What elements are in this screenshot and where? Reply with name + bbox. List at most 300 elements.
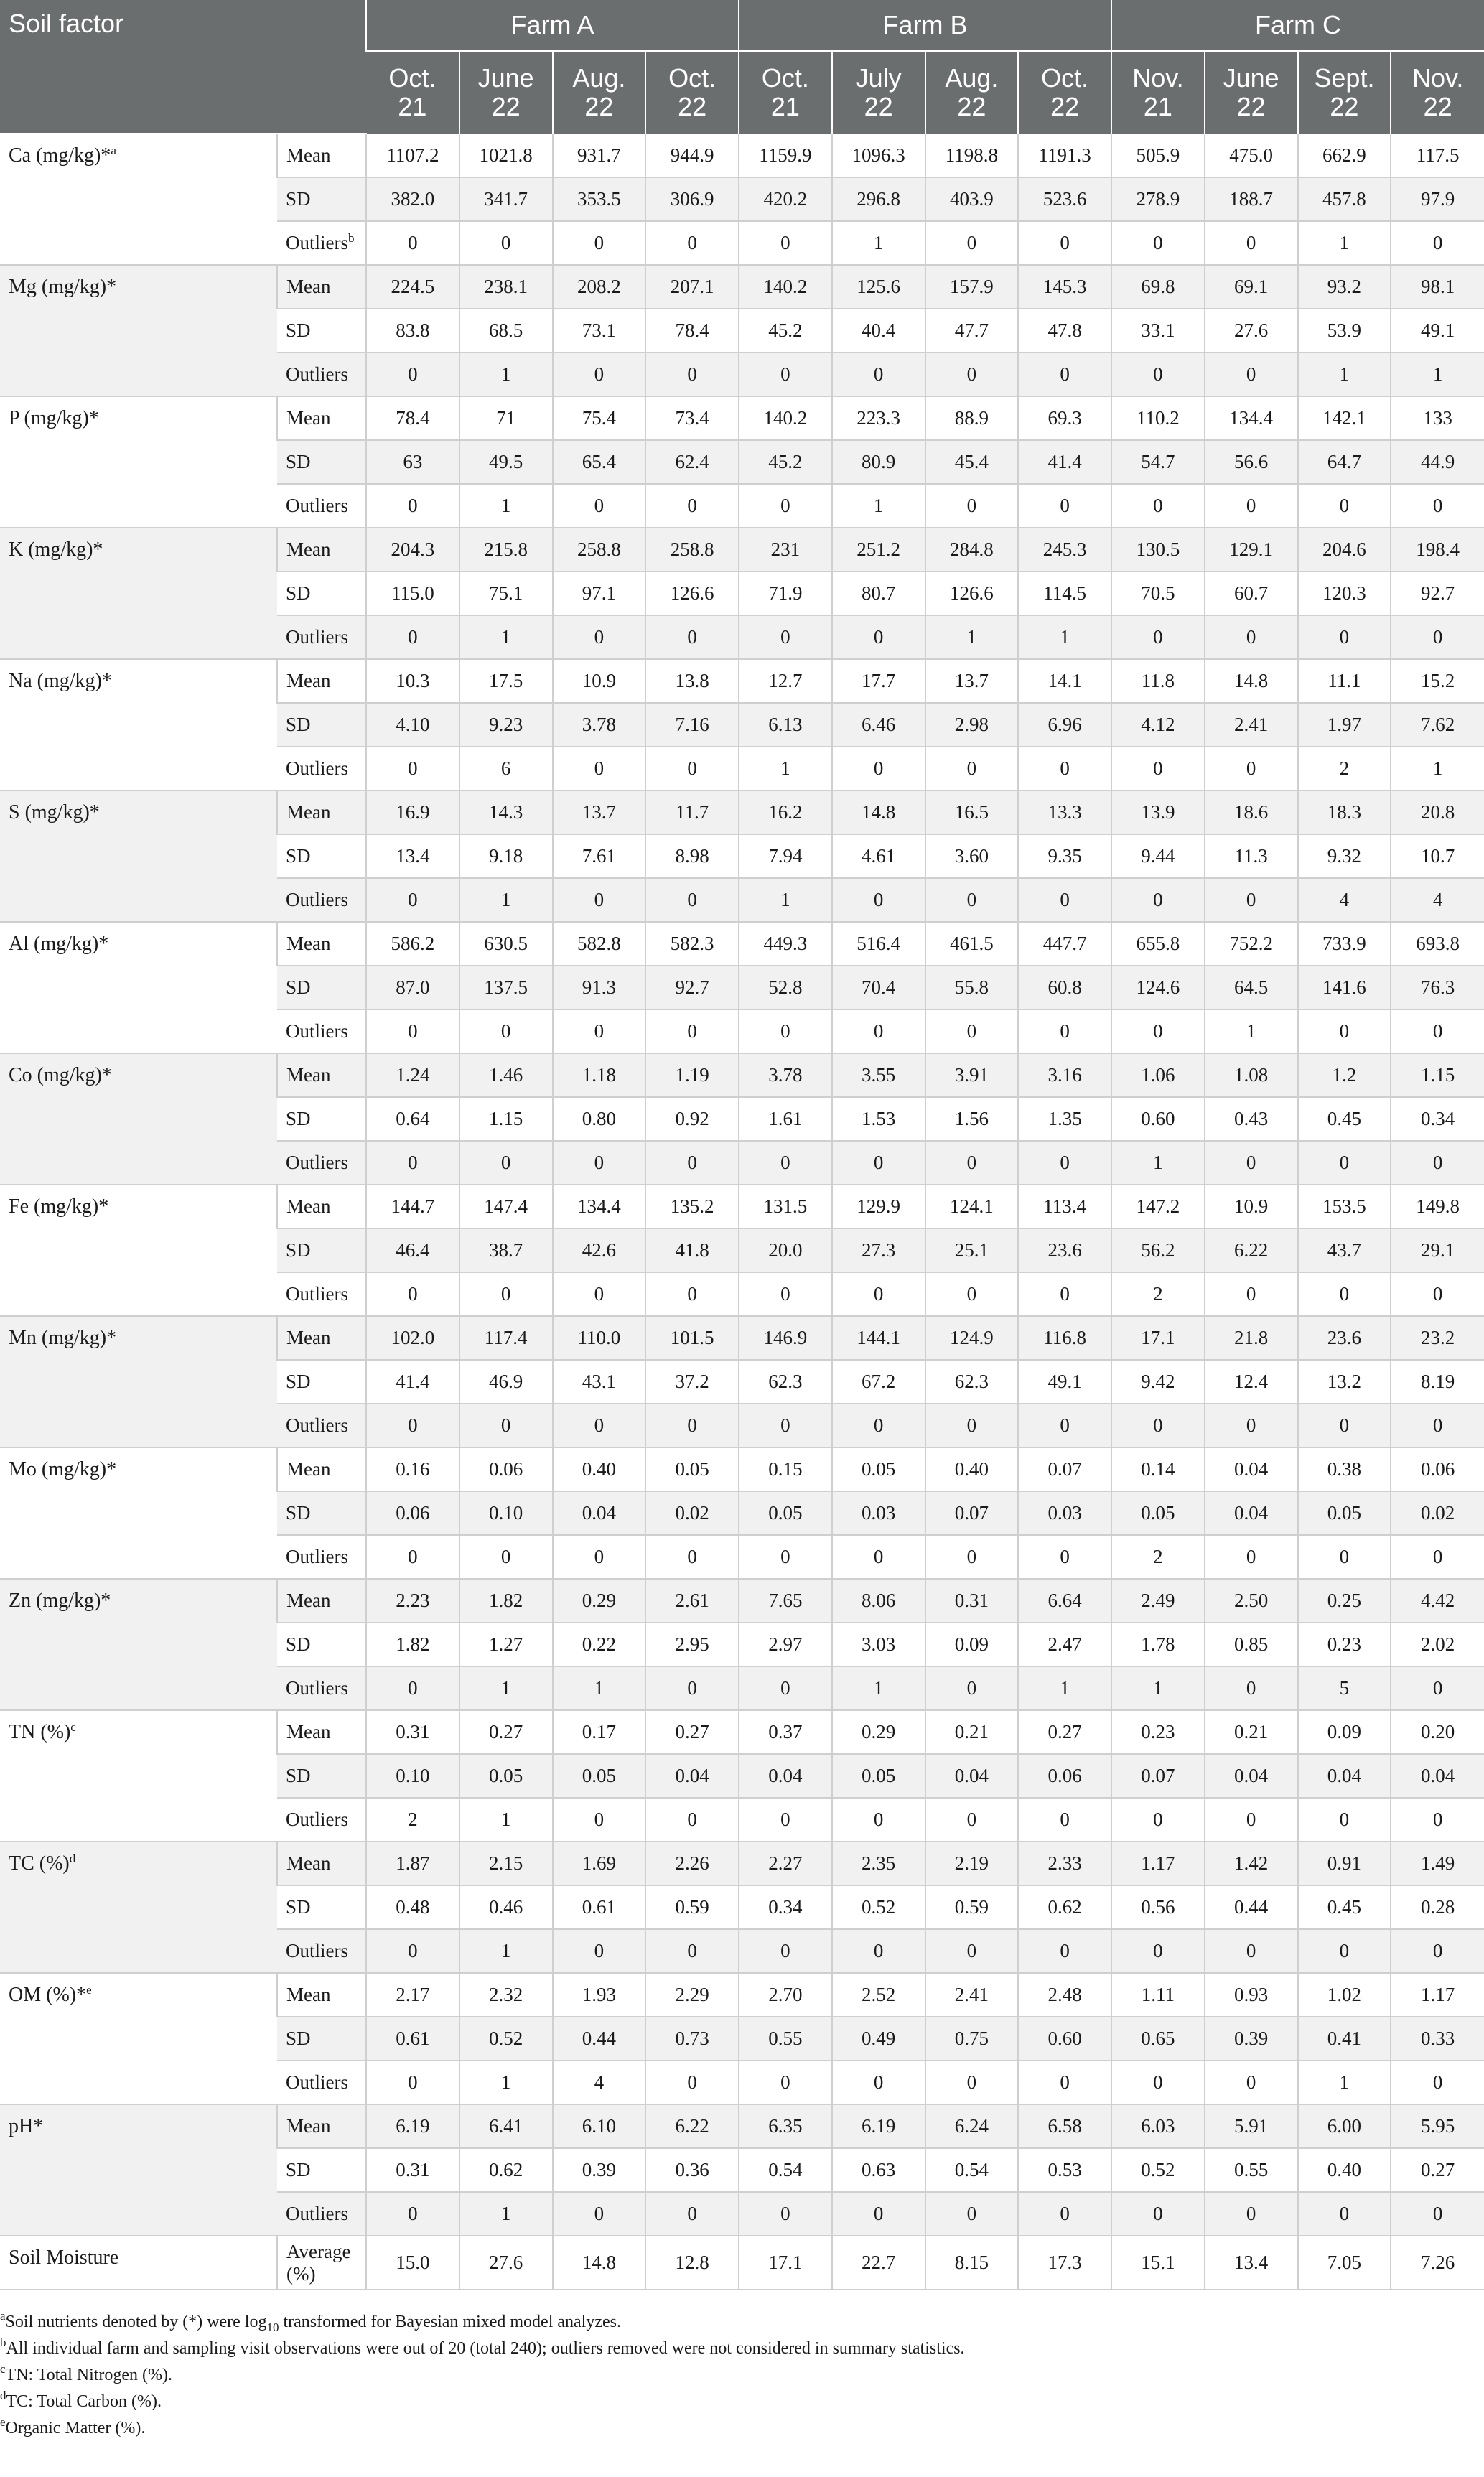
value-cell: 0 [645, 484, 739, 528]
value-cell: 55.8 [925, 966, 1019, 1009]
value-cell: 457.8 [1298, 177, 1391, 221]
value-cell: 0 [832, 615, 925, 659]
value-cell: 1 [1111, 1666, 1205, 1710]
value-cell: 0 [1391, 221, 1484, 265]
table-row [0, 1185, 1484, 1228]
date-month: Nov. [1411, 63, 1464, 93]
value-cell: 475.0 [1205, 134, 1298, 177]
value-cell: 0.03 [1018, 1491, 1111, 1535]
value-cell: 1 [1205, 1009, 1298, 1053]
value-cell: 1 [832, 484, 925, 528]
value-cell: 0 [832, 1404, 925, 1447]
value-cell: 0.06 [1391, 1447, 1484, 1491]
value-cell: 0.04 [1205, 1491, 1298, 1535]
footnote [0, 2309, 1484, 2336]
soil-factor-cell [0, 1447, 277, 1579]
value-cell: 1 [1391, 353, 1484, 396]
value-cell: 0 [1018, 1535, 1111, 1579]
value-cell: 73.1 [553, 309, 646, 353]
table-row [0, 528, 1484, 572]
value-cell: 2.17 [366, 1973, 459, 2017]
statistic-text: Mean [286, 1327, 331, 1348]
statistic-text: SD [286, 1108, 311, 1129]
statistic-text: SD [286, 2159, 311, 2180]
sampling-date-header [925, 51, 1019, 134]
value-cell: 0.05 [645, 1447, 739, 1491]
value-cell: 1.97 [1298, 703, 1391, 747]
value-cell: 18.3 [1298, 790, 1391, 834]
value-cell: 4.12 [1111, 703, 1205, 747]
value-cell: 0.45 [1298, 1885, 1391, 1929]
value-cell: 0 [645, 615, 739, 659]
statistic-label [277, 966, 366, 1009]
value-cell: 92.7 [1391, 572, 1484, 615]
soil-factor-label: P (mg/kg)* [9, 407, 99, 429]
value-cell: 0.44 [1205, 1885, 1298, 1929]
date-month: Aug. [945, 63, 999, 93]
value-cell: 0.04 [739, 1754, 832, 1798]
value-cell: 0 [366, 747, 459, 790]
value-cell: 62.3 [739, 1360, 832, 1404]
value-cell: 1 [459, 878, 553, 922]
date-month: Aug. [572, 63, 626, 93]
statistic-text: SD [286, 1239, 311, 1261]
value-cell: 0.05 [739, 1491, 832, 1535]
statistic-label [277, 1316, 366, 1360]
value-cell: 93.2 [1298, 265, 1391, 309]
value-cell: 134.4 [553, 1185, 646, 1228]
value-cell: 447.7 [1018, 922, 1111, 966]
value-cell: 0.31 [925, 1579, 1019, 1623]
value-cell: 60.7 [1205, 572, 1298, 615]
value-cell: 6.19 [832, 2104, 925, 2148]
value-cell: 54.7 [1111, 440, 1205, 484]
value-cell: 0.04 [1205, 1447, 1298, 1491]
value-cell: 115.0 [366, 572, 459, 615]
value-cell: 68.5 [459, 309, 553, 353]
value-cell: 5.91 [1205, 2104, 1298, 2148]
value-cell: 9.44 [1111, 834, 1205, 878]
value-cell: 1.82 [366, 1623, 459, 1666]
value-cell: 16.9 [366, 790, 459, 834]
value-cell: 7.65 [739, 1579, 832, 1623]
value-cell: 0 [925, 1141, 1019, 1185]
value-cell: 0 [739, 1666, 832, 1710]
value-cell: 0.62 [459, 2148, 553, 2192]
value-cell: 0 [553, 1798, 646, 1842]
value-cell: 12.7 [739, 659, 832, 703]
value-cell: 0 [1018, 353, 1111, 396]
value-cell: 0 [459, 1141, 553, 1185]
statistic-label [277, 1491, 366, 1535]
value-cell: 140.2 [739, 396, 832, 440]
statistic-text: Outliers [286, 757, 348, 779]
value-cell: 0.07 [925, 1491, 1019, 1535]
value-cell: 1.49 [1391, 1842, 1484, 1885]
value-cell: 2.35 [832, 1842, 925, 1885]
soil-factor-cell [0, 1053, 277, 1185]
value-cell: 1.87 [366, 1842, 459, 1885]
table-header [0, 0, 1484, 134]
value-cell: 0.92 [645, 1097, 739, 1141]
value-cell: 296.8 [832, 177, 925, 221]
value-cell: 0 [1391, 1141, 1484, 1185]
statistic-label [277, 1404, 366, 1447]
footnote-text: TC: Total Carbon (%). [6, 2392, 162, 2411]
value-cell: 0.09 [1298, 1710, 1391, 1754]
value-cell: 0 [1111, 615, 1205, 659]
value-cell: 0.27 [459, 1710, 553, 1754]
statistic-label [277, 1272, 366, 1316]
value-cell: 0 [1111, 353, 1205, 396]
value-cell: 0 [1391, 1666, 1484, 1710]
value-cell: 6.64 [1018, 1579, 1111, 1623]
value-cell: 0 [1391, 1798, 1484, 1842]
statistic-text: Outliers [286, 1809, 348, 1830]
value-cell: 630.5 [459, 922, 553, 966]
value-cell: 0 [645, 1798, 739, 1842]
value-cell: 0 [1018, 1929, 1111, 1973]
value-cell: 0 [1205, 353, 1298, 396]
value-cell: 0 [1391, 1535, 1484, 1579]
value-cell: 1.19 [645, 1053, 739, 1097]
soil-factor-label: OM (%)* [9, 1984, 87, 2006]
value-cell: 3.91 [925, 1053, 1019, 1097]
value-cell: 1.56 [925, 1097, 1019, 1141]
value-cell: 27.3 [832, 1228, 925, 1272]
value-cell: 117.4 [459, 1316, 553, 1360]
value-cell: 131.5 [739, 1185, 832, 1228]
value-cell: 2 [1298, 747, 1391, 790]
value-cell: 88.9 [925, 396, 1019, 440]
value-cell: 13.3 [1018, 790, 1111, 834]
table-row [0, 2104, 1484, 2148]
value-cell: 9.32 [1298, 834, 1391, 878]
statistic-label [277, 2148, 366, 2192]
value-cell: 0 [832, 878, 925, 922]
value-cell: 40.4 [832, 309, 925, 353]
footnote-marker: d [69, 1852, 76, 1865]
date-year: 21 [398, 92, 427, 121]
value-cell: 198.4 [1391, 528, 1484, 572]
value-cell: 2.26 [645, 1842, 739, 1885]
value-cell: 37.2 [645, 1360, 739, 1404]
value-cell: 0 [832, 2061, 925, 2104]
footnote [0, 2389, 1484, 2415]
value-cell: 0 [1111, 878, 1205, 922]
value-cell: 0 [1298, 484, 1391, 528]
value-cell: 0 [739, 1272, 832, 1316]
value-cell: 1 [459, 615, 553, 659]
statistic-label [277, 1447, 366, 1491]
value-cell: 0 [925, 1272, 1019, 1316]
value-cell: 1 [1018, 615, 1111, 659]
value-cell: 133 [1391, 396, 1484, 440]
statistic-text: SD [286, 319, 311, 341]
value-cell: 0.54 [739, 2148, 832, 2192]
sampling-date-header [1018, 51, 1111, 134]
value-cell: 0 [1205, 1798, 1298, 1842]
value-cell: 382.0 [366, 177, 459, 221]
date-year: 22 [1236, 92, 1266, 121]
value-cell: 69.1 [1205, 265, 1298, 309]
statistic-label [277, 1360, 366, 1404]
value-cell: 146.9 [739, 1316, 832, 1360]
value-cell: 204.3 [366, 528, 459, 572]
value-cell: 208.2 [553, 265, 646, 309]
table-row [0, 396, 1484, 440]
statistic-text: SD [286, 451, 311, 472]
value-cell: 114.5 [1018, 572, 1111, 615]
statistic-label [277, 615, 366, 659]
date-year: 21 [1143, 92, 1172, 121]
soil-factor-cell [0, 2236, 277, 2290]
statistic-label [277, 1842, 366, 1885]
value-cell: 0 [366, 484, 459, 528]
soil-factor-label: Na (mg/kg)* [9, 670, 112, 692]
statistic-label [277, 440, 366, 484]
value-cell: 15.0 [366, 2236, 459, 2290]
statistic-text: Average (%) [286, 2240, 351, 2285]
statistic-label [277, 1885, 366, 1929]
value-cell: 120.3 [1298, 572, 1391, 615]
value-cell: 0 [1205, 1666, 1298, 1710]
value-cell: 149.8 [1391, 1185, 1484, 1228]
value-cell: 0 [832, 1272, 925, 1316]
value-cell: 0 [645, 747, 739, 790]
value-cell: 1.15 [1391, 1053, 1484, 1097]
value-cell: 49.1 [1018, 1360, 1111, 1404]
value-cell: 0.59 [925, 1885, 1019, 1929]
statistic-label [277, 177, 366, 221]
soil-factor-cell [0, 528, 277, 659]
statistic-text: Outliers [286, 889, 348, 910]
value-cell: 11.8 [1111, 659, 1205, 703]
value-cell: 0.21 [1205, 1710, 1298, 1754]
statistic-text: SD [286, 845, 311, 867]
value-cell: 142.1 [1298, 396, 1391, 440]
value-cell: 516.4 [832, 922, 925, 966]
statistic-label [277, 1185, 366, 1228]
statistic-label [277, 1228, 366, 1272]
value-cell: 1.53 [832, 1097, 925, 1141]
value-cell: 2.97 [739, 1623, 832, 1666]
statistic-label [277, 1097, 366, 1141]
value-cell: 0 [366, 1141, 459, 1185]
soil-factor-label: Mg (mg/kg)* [9, 276, 117, 298]
value-cell: 0 [925, 353, 1019, 396]
sampling-date-header [1298, 51, 1391, 134]
value-cell: 582.8 [553, 922, 646, 966]
value-cell: 38.7 [459, 1228, 553, 1272]
value-cell: 0.44 [553, 2017, 646, 2061]
statistic-label [277, 265, 366, 309]
value-cell: 78.4 [645, 309, 739, 353]
value-cell: 341.7 [459, 177, 553, 221]
footnote-marker: a [111, 144, 116, 157]
value-cell: 63 [366, 440, 459, 484]
date-year: 22 [1330, 92, 1359, 121]
statistic-label [277, 1710, 366, 1754]
value-cell: 586.2 [366, 922, 459, 966]
value-cell: 14.8 [553, 2236, 646, 2290]
value-cell: 1.35 [1018, 1097, 1111, 1141]
value-cell: 3.16 [1018, 1053, 1111, 1097]
value-cell: 144.7 [366, 1185, 459, 1228]
value-cell: 0 [645, 1535, 739, 1579]
value-cell: 1 [1298, 353, 1391, 396]
value-cell: 0 [553, 221, 646, 265]
footnote-marker: a [0, 2309, 6, 2323]
value-cell: 6.24 [925, 2104, 1019, 2148]
value-cell: 116.8 [1018, 1316, 1111, 1360]
value-cell: 258.8 [645, 528, 739, 572]
value-cell: 420.2 [739, 177, 832, 221]
sampling-date-header [366, 51, 459, 134]
value-cell: 0 [366, 353, 459, 396]
value-cell: 0.40 [1298, 2148, 1391, 2192]
value-cell: 0.61 [366, 2017, 459, 2061]
table-body [0, 134, 1484, 2290]
statistic-label [277, 1141, 366, 1185]
value-cell: 0.09 [925, 1623, 1019, 1666]
statistic-text: Outliers [286, 1677, 348, 1699]
value-cell: 0.02 [1391, 1491, 1484, 1535]
value-cell: 0.04 [1205, 1754, 1298, 1798]
value-cell: 110.0 [553, 1316, 646, 1360]
footnote-marker: b [0, 2336, 6, 2349]
sampling-date-header [1111, 51, 1205, 134]
value-cell: 0.06 [1018, 1754, 1111, 1798]
value-cell: 0.02 [645, 1491, 739, 1535]
value-cell: 13.9 [1111, 790, 1205, 834]
soil-factor-cell [0, 265, 277, 396]
value-cell: 78.4 [366, 396, 459, 440]
value-cell: 0.07 [1111, 1754, 1205, 1798]
value-cell: 7.26 [1391, 2236, 1484, 2290]
value-cell: 0 [459, 1404, 553, 1447]
value-cell: 14.3 [459, 790, 553, 834]
value-cell: 306.9 [645, 177, 739, 221]
value-cell: 124.6 [1111, 966, 1205, 1009]
value-cell: 20.8 [1391, 790, 1484, 834]
date-month: Oct. [761, 63, 809, 93]
soil-factor-cell [0, 1973, 277, 2104]
value-cell: 62.3 [925, 1360, 1019, 1404]
value-cell: 2 [1111, 1272, 1205, 1316]
value-cell: 80.7 [832, 572, 925, 615]
value-cell: 0 [1391, 1272, 1484, 1316]
table-row [0, 1447, 1484, 1491]
value-cell: 0 [553, 2192, 646, 2236]
statistic-text: Mean [286, 670, 331, 691]
value-cell: 102.0 [366, 1316, 459, 1360]
table-row [0, 659, 1484, 703]
date-year: 22 [678, 92, 707, 121]
value-cell: 1.18 [553, 1053, 646, 1097]
value-cell: 75.1 [459, 572, 553, 615]
value-cell: 0.48 [366, 1885, 459, 1929]
statistic-text: Mean [286, 144, 331, 166]
soil-factor-label: K (mg/kg)* [9, 538, 103, 561]
value-cell: 1 [739, 747, 832, 790]
value-cell: 1096.3 [832, 134, 925, 177]
value-cell: 21.8 [1205, 1316, 1298, 1360]
value-cell: 0.41 [1298, 2017, 1391, 2061]
value-cell: 10.9 [553, 659, 646, 703]
statistic-label [277, 834, 366, 878]
value-cell: 137.5 [459, 966, 553, 1009]
soil-factor-label: Soil Moisture [9, 2247, 119, 2269]
value-cell: 41.4 [366, 1360, 459, 1404]
date-month: Oct. [1041, 63, 1089, 93]
value-cell: 0.05 [1111, 1491, 1205, 1535]
value-cell: 0 [366, 1535, 459, 1579]
statistic-text: Mean [286, 1852, 331, 1874]
value-cell: 0 [645, 1009, 739, 1053]
value-cell: 0.40 [925, 1447, 1019, 1491]
statistic-text: Outliers [286, 2071, 348, 2093]
value-cell: 0 [1018, 221, 1111, 265]
value-cell: 11.7 [645, 790, 739, 834]
value-cell: 129.1 [1205, 528, 1298, 572]
value-cell: 97.9 [1391, 177, 1484, 221]
value-cell: 0 [1205, 1929, 1298, 1973]
value-cell: 134.4 [1205, 396, 1298, 440]
statistic-label [277, 2192, 366, 2236]
soil-factor-label: S (mg/kg)* [9, 801, 100, 824]
value-cell: 1 [459, 1798, 553, 1842]
value-cell: 1.42 [1205, 1842, 1298, 1885]
value-cell: 1.15 [459, 1097, 553, 1141]
value-cell: 0.73 [645, 2017, 739, 2061]
statistic-label [277, 484, 366, 528]
value-cell: 0 [925, 2061, 1019, 2104]
value-cell: 7.62 [1391, 703, 1484, 747]
footnote-marker: c [70, 1720, 76, 1734]
value-cell: 0.04 [1298, 1754, 1391, 1798]
value-cell: 523.6 [1018, 177, 1111, 221]
value-cell: 0 [1298, 2192, 1391, 2236]
value-cell: 0 [366, 2061, 459, 2104]
value-cell: 0.52 [1111, 2148, 1205, 2192]
table-row [0, 1316, 1484, 1360]
value-cell: 0 [645, 1141, 739, 1185]
sampling-date-header [645, 51, 739, 134]
statistic-text: SD [286, 976, 311, 998]
value-cell: 0 [645, 353, 739, 396]
value-cell: 6 [459, 747, 553, 790]
statistic-text: SD [286, 1633, 311, 1655]
value-cell: 87.0 [366, 966, 459, 1009]
value-cell: 0 [553, 484, 646, 528]
value-cell: 0.54 [925, 2148, 1019, 2192]
table-row [0, 1842, 1484, 1885]
value-cell: 1.24 [366, 1053, 459, 1097]
sampling-date-header [553, 51, 646, 134]
value-cell: 0.39 [553, 2148, 646, 2192]
date-month: Nov. [1132, 63, 1184, 93]
value-cell: 0.29 [553, 1579, 646, 1623]
footnote [0, 2336, 1484, 2362]
value-cell: 505.9 [1111, 134, 1205, 177]
value-cell: 7.16 [645, 703, 739, 747]
statistic-label [277, 2017, 366, 2061]
value-cell: 0.45 [1298, 1097, 1391, 1141]
value-cell: 461.5 [925, 922, 1019, 966]
date-year: 21 [770, 92, 800, 121]
value-cell: 0 [366, 1666, 459, 1710]
